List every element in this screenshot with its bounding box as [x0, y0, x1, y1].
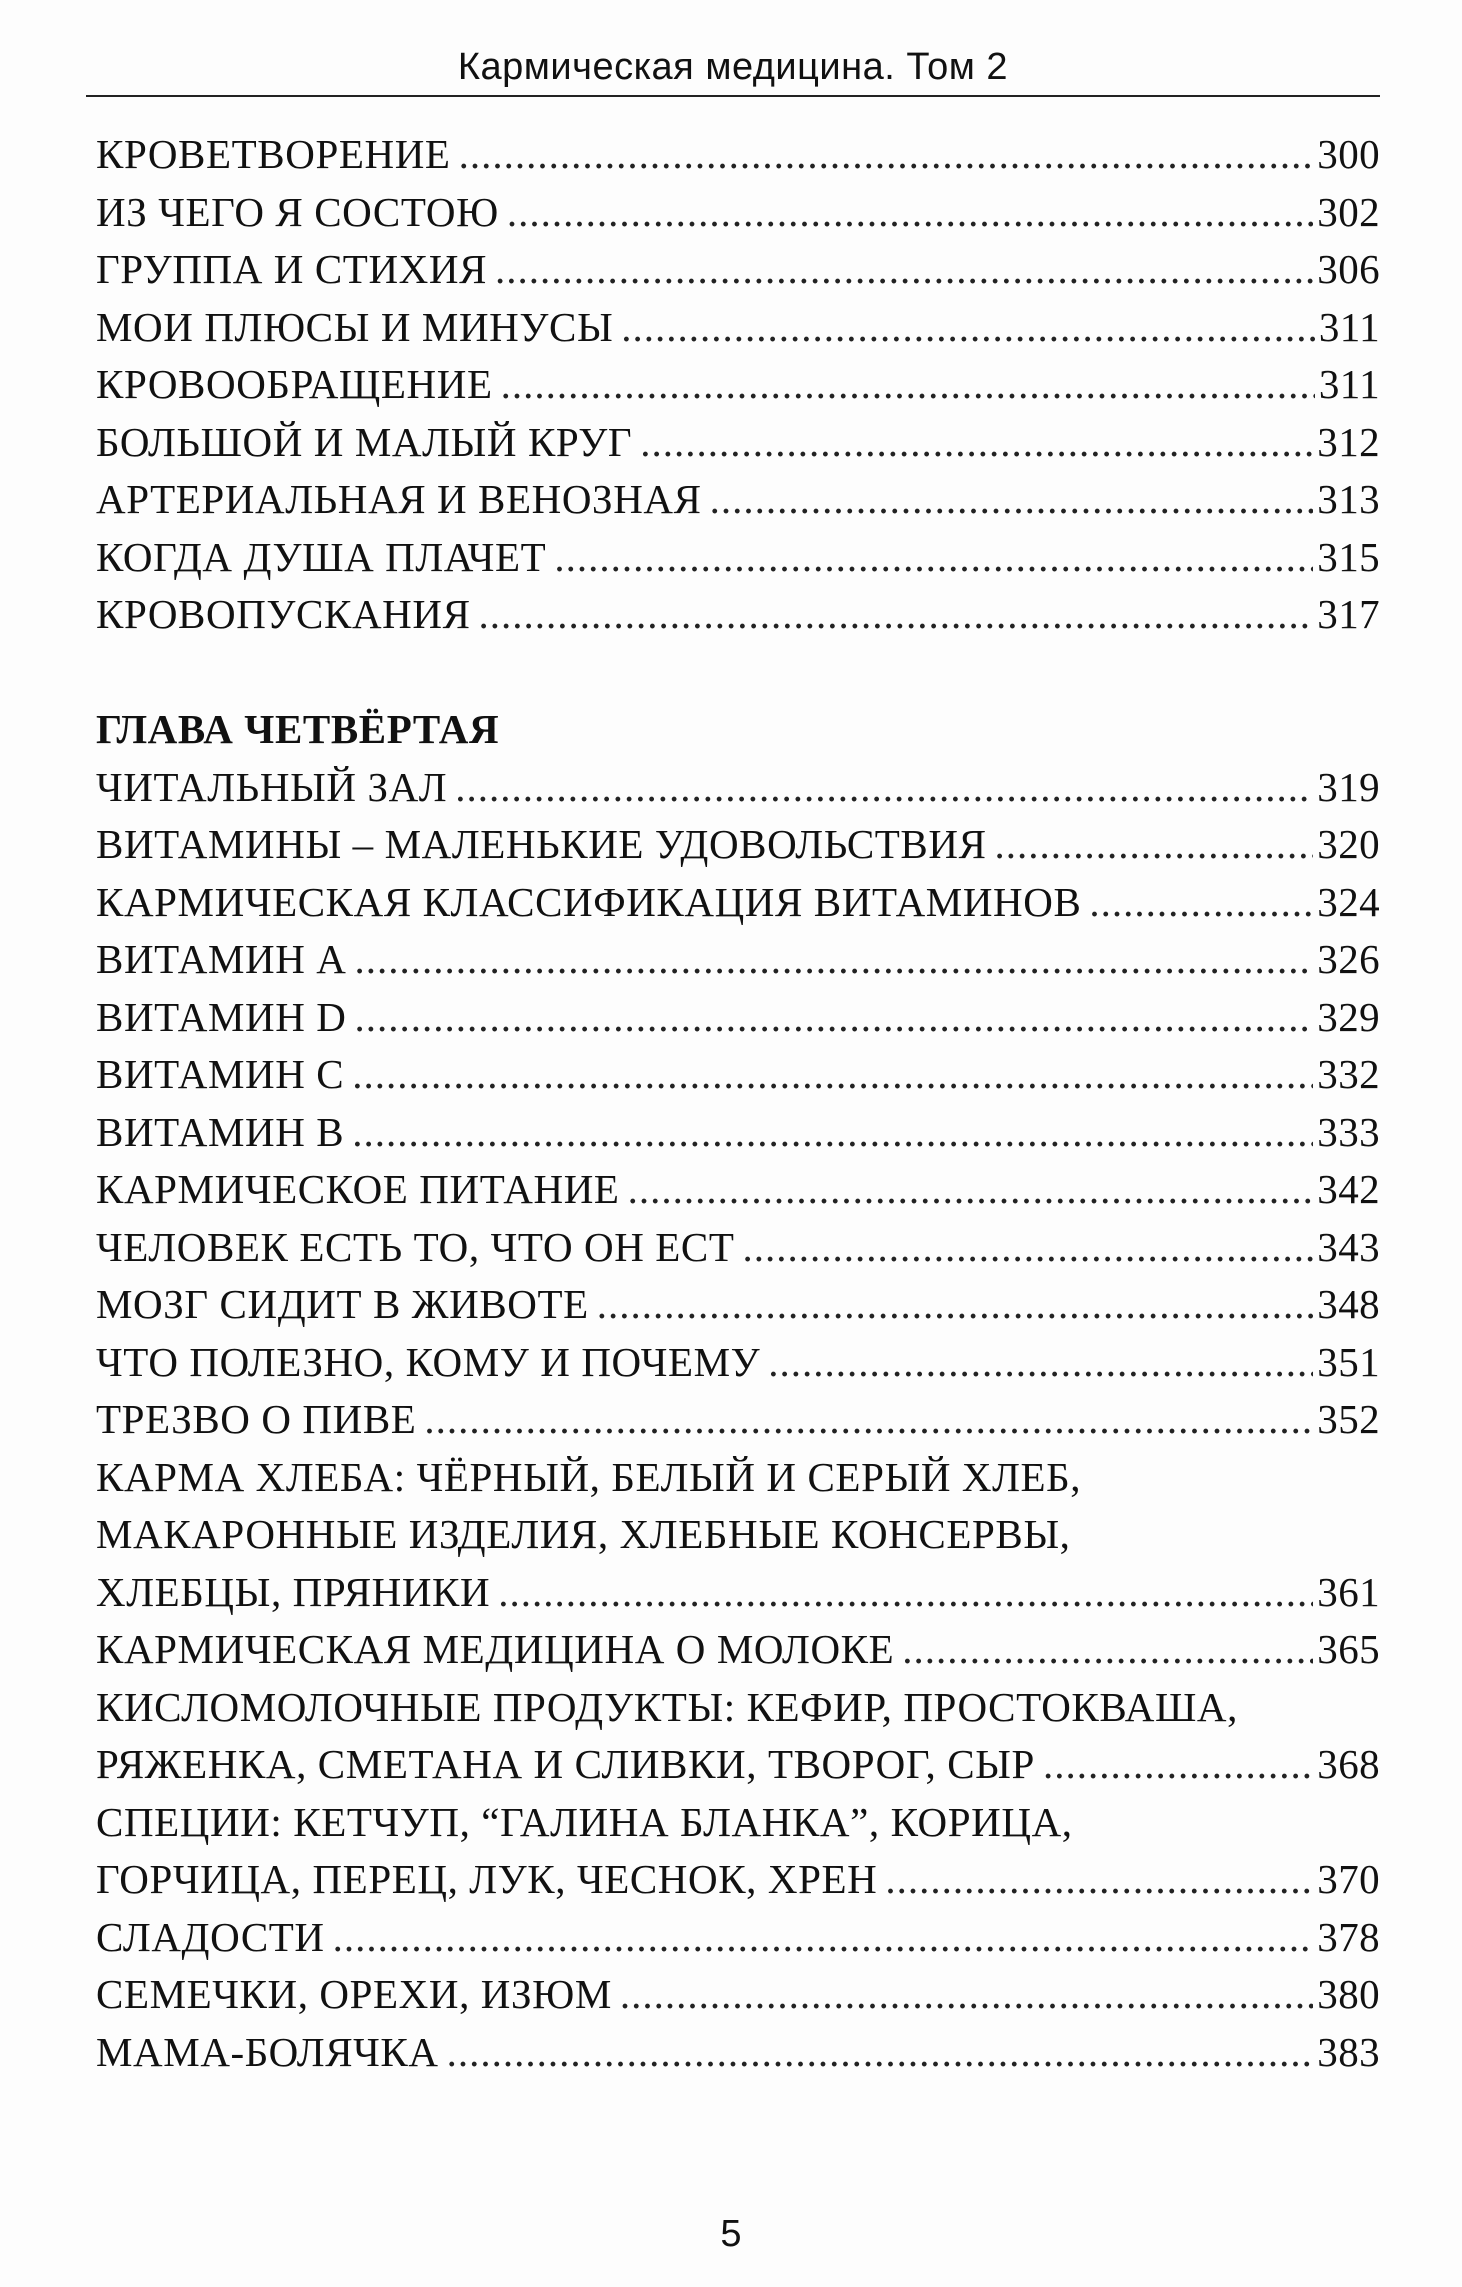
toc-entry-page: 333 — [1317, 1108, 1380, 1155]
toc-entry — [96, 184, 1380, 242]
running-head: Кармическая медицина. Том 2 — [457, 46, 1009, 88]
toc-entry — [96, 529, 1380, 587]
dot-leader — [1089, 874, 1313, 932]
header-rule — [86, 95, 1380, 97]
dot-leader — [621, 299, 1315, 357]
toc-entry-title: ХЛЕБЦЫ, ПРЯНИКИ — [96, 1568, 491, 1615]
toc-entry-title: КРОВОПУСКАНИЯ — [96, 591, 471, 637]
toc-entry-title: СЛАДОСТИ — [96, 1913, 325, 1960]
toc-entry-title: ВИТАМИН С — [96, 1051, 345, 1097]
dot-leader — [710, 471, 1314, 529]
toc-entry-page: 320 — [1317, 821, 1380, 867]
toc-entry — [96, 1276, 1380, 1334]
toc-entry-title: КРОВООБРАЩЕНИЕ — [96, 361, 493, 407]
toc-entry — [96, 471, 1380, 529]
toc-entry-title: МОЗГ СИДИТ В ЖИВОТЕ — [96, 1281, 589, 1327]
toc-entry — [96, 1104, 1380, 1162]
dot-leader — [501, 356, 1315, 414]
toc-entry-continuation: КИСЛОМОЛОЧНЫЕ ПРОДУКТЫ: КЕФИР, ПРОСТОКВАША, — [96, 1683, 1238, 1730]
toc-entry-page: 312 — [1317, 418, 1380, 465]
toc-entry-page: 383 — [1317, 2028, 1380, 2075]
toc-entry-title: ВИТАМИНЫ – МАЛЕНЬКИЕ УДОВОЛЬСТВИЯ — [96, 821, 987, 867]
toc-entry — [96, 1851, 1380, 1909]
dot-leader — [352, 1046, 1313, 1104]
toc-entry — [96, 1564, 1380, 1622]
dot-leader — [424, 1391, 1313, 1449]
toc-entry-title: СЕМЕЧКИ, ОРЕХИ, ИЗЮМ — [96, 1971, 612, 2017]
toc-entry — [96, 989, 1380, 1047]
dot-leader — [743, 1219, 1314, 1277]
toc-entry — [96, 1966, 1380, 2024]
toc-entry-title: КАРМИЧЕСКАЯ МЕДИЦИНА О МОЛОКЕ — [96, 1626, 895, 1672]
toc-entry — [96, 1219, 1380, 1277]
toc-entry-title: ИЗ ЧЕГО Я СОСТОЮ — [96, 188, 499, 235]
toc-entry-page: 313 — [1317, 476, 1380, 522]
page-number: 5 — [720, 2213, 742, 2255]
toc-entry-page: 329 — [1317, 993, 1380, 1040]
toc-entry-page: 370 — [1317, 1856, 1380, 1902]
toc-entry-page: 342 — [1317, 1166, 1380, 1212]
toc-entry-page: 315 — [1317, 533, 1380, 580]
toc-entry-title: КАРМИЧЕСКОЕ ПИТАНИЕ — [96, 1166, 620, 1212]
toc-entry-title: ЧТО ПОЛЕЗНО, КОМУ И ПОЧЕМУ — [96, 1338, 761, 1385]
dot-leader — [995, 816, 1314, 874]
toc-entry-page: 348 — [1317, 1281, 1380, 1327]
toc-entry-continuation: МАКАРОННЫЕ ИЗДЕЛИЯ, ХЛЕБНЫЕ КОНСЕРВЫ, — [96, 1511, 1071, 1557]
toc-entry-title: ЧИТАЛЬНЫЙ ЗАЛ — [96, 763, 448, 810]
dot-leader — [554, 529, 1313, 587]
dot-leader — [479, 586, 1314, 644]
toc-entry — [96, 816, 1380, 874]
toc-entry-page: 311 — [1318, 361, 1380, 407]
toc-entry-title: АРТЕРИАЛЬНАЯ И ВЕНОЗНАЯ — [96, 476, 702, 522]
dot-leader — [455, 759, 1313, 817]
toc-entry-title: КОГДА ДУША ПЛАЧЕТ — [96, 533, 547, 580]
toc-entry — [96, 1391, 1380, 1449]
toc-entry-page: 378 — [1317, 1913, 1380, 1960]
toc-entry-page: 361 — [1317, 1568, 1380, 1615]
toc-entry-page: 332 — [1317, 1051, 1380, 1097]
toc-entry-title: МАМА-БОЛЯЧКА — [96, 2028, 439, 2075]
toc-entry-title: КРОВЕТВОРЕНИЕ — [96, 131, 451, 177]
toc-entry — [96, 2024, 1380, 2082]
dot-leader — [902, 1621, 1313, 1679]
toc-entry-page: 300 — [1317, 131, 1380, 177]
toc-entry — [96, 1621, 1380, 1679]
dot-leader — [1043, 1736, 1313, 1794]
toc-entry — [96, 1334, 1380, 1392]
toc-entry-page: 306 — [1317, 246, 1380, 292]
chapter-spacer — [96, 644, 1380, 702]
dot-leader — [640, 414, 1313, 472]
dot-leader — [352, 1104, 1313, 1162]
dot-leader — [447, 2024, 1314, 2082]
dot-leader — [498, 1564, 1313, 1622]
table-of-contents — [96, 126, 1380, 2081]
toc-entry — [96, 759, 1380, 817]
toc-entry-title: ВИТАМИН А — [96, 936, 347, 982]
dot-leader — [333, 1909, 1314, 1967]
toc-entry-title: ВИТАМИН В — [96, 1108, 345, 1155]
toc-entry — [96, 1909, 1380, 1967]
toc-entry — [96, 1161, 1380, 1219]
dot-leader — [355, 931, 1314, 989]
toc-entry-title: КАРМИЧЕСКАЯ КЛАССИФИКАЦИЯ ВИТАМИНОВ — [96, 878, 1082, 925]
toc-entry-title: ГОРЧИЦА, ПЕРЕЦ, ЛУК, ЧЕСНОК, ХРЕН — [96, 1856, 878, 1902]
toc-entry — [96, 356, 1380, 414]
dot-leader — [768, 1334, 1313, 1392]
toc-entry — [96, 241, 1380, 299]
toc-entry-continuation: СПЕЦИИ: КЕТЧУП, “ГАЛИНА БЛАНКА”, КОРИЦА, — [96, 1798, 1073, 1845]
toc-entry-page: 365 — [1317, 1626, 1380, 1672]
dot-leader — [597, 1276, 1314, 1334]
toc-entry-page: 319 — [1317, 763, 1380, 810]
dot-leader — [355, 989, 1314, 1047]
toc-entry — [96, 299, 1380, 357]
toc-entry — [96, 414, 1380, 472]
toc-entry-title: РЯЖЕНКА, СМЕТАНА И СЛИВКИ, ТВОРОГ, СЫР — [96, 1741, 1035, 1787]
toc-entry-title: ТРЕЗВО О ПИВЕ — [96, 1396, 417, 1442]
dot-leader — [507, 184, 1313, 242]
toc-entry — [96, 874, 1380, 932]
toc-entry-page: 352 — [1317, 1396, 1380, 1442]
toc-entry-title: ГРУППА И СТИХИЯ — [96, 246, 488, 292]
toc-entry-title: ВИТАМИН D — [96, 993, 347, 1040]
toc-entry-page: 302 — [1317, 188, 1380, 235]
dot-leader — [628, 1161, 1314, 1219]
toc-entry-page: 380 — [1317, 1971, 1380, 2017]
toc-entry-page: 351 — [1317, 1338, 1380, 1385]
toc-entry-title: ЧЕЛОВЕК ЕСТЬ ТО, ЧТО ОН ЕСТ — [96, 1223, 735, 1270]
toc-entry-page: 317 — [1317, 591, 1380, 637]
toc-entry-page: 311 — [1318, 303, 1380, 350]
toc-entry-title: БОЛЬШОЙ И МАЛЫЙ КРУГ — [96, 418, 633, 465]
dot-leader — [620, 1966, 1313, 2024]
toc-entry — [96, 126, 1380, 184]
chapter-heading: ГЛАВА ЧЕТВЁРТАЯ — [96, 706, 500, 752]
toc-entry — [96, 586, 1380, 644]
toc-entry-page: 324 — [1317, 878, 1380, 925]
toc-entry-page: 326 — [1317, 936, 1380, 982]
toc-entry-title: МОИ ПЛЮСЫ И МИНУСЫ — [96, 303, 614, 350]
dot-leader — [495, 241, 1313, 299]
dot-leader — [459, 126, 1314, 184]
toc-entry — [96, 1046, 1380, 1104]
toc-entry-page: 343 — [1317, 1223, 1380, 1270]
toc-entry-continuation: КАРМА ХЛЕБА: ЧЁРНЫЙ, БЕЛЫЙ И СЕРЫЙ ХЛЕБ, — [96, 1453, 1082, 1500]
toc-entry-page: 368 — [1317, 1741, 1380, 1787]
toc-entry — [96, 931, 1380, 989]
dot-leader — [885, 1851, 1313, 1909]
toc-entry — [96, 1736, 1380, 1794]
